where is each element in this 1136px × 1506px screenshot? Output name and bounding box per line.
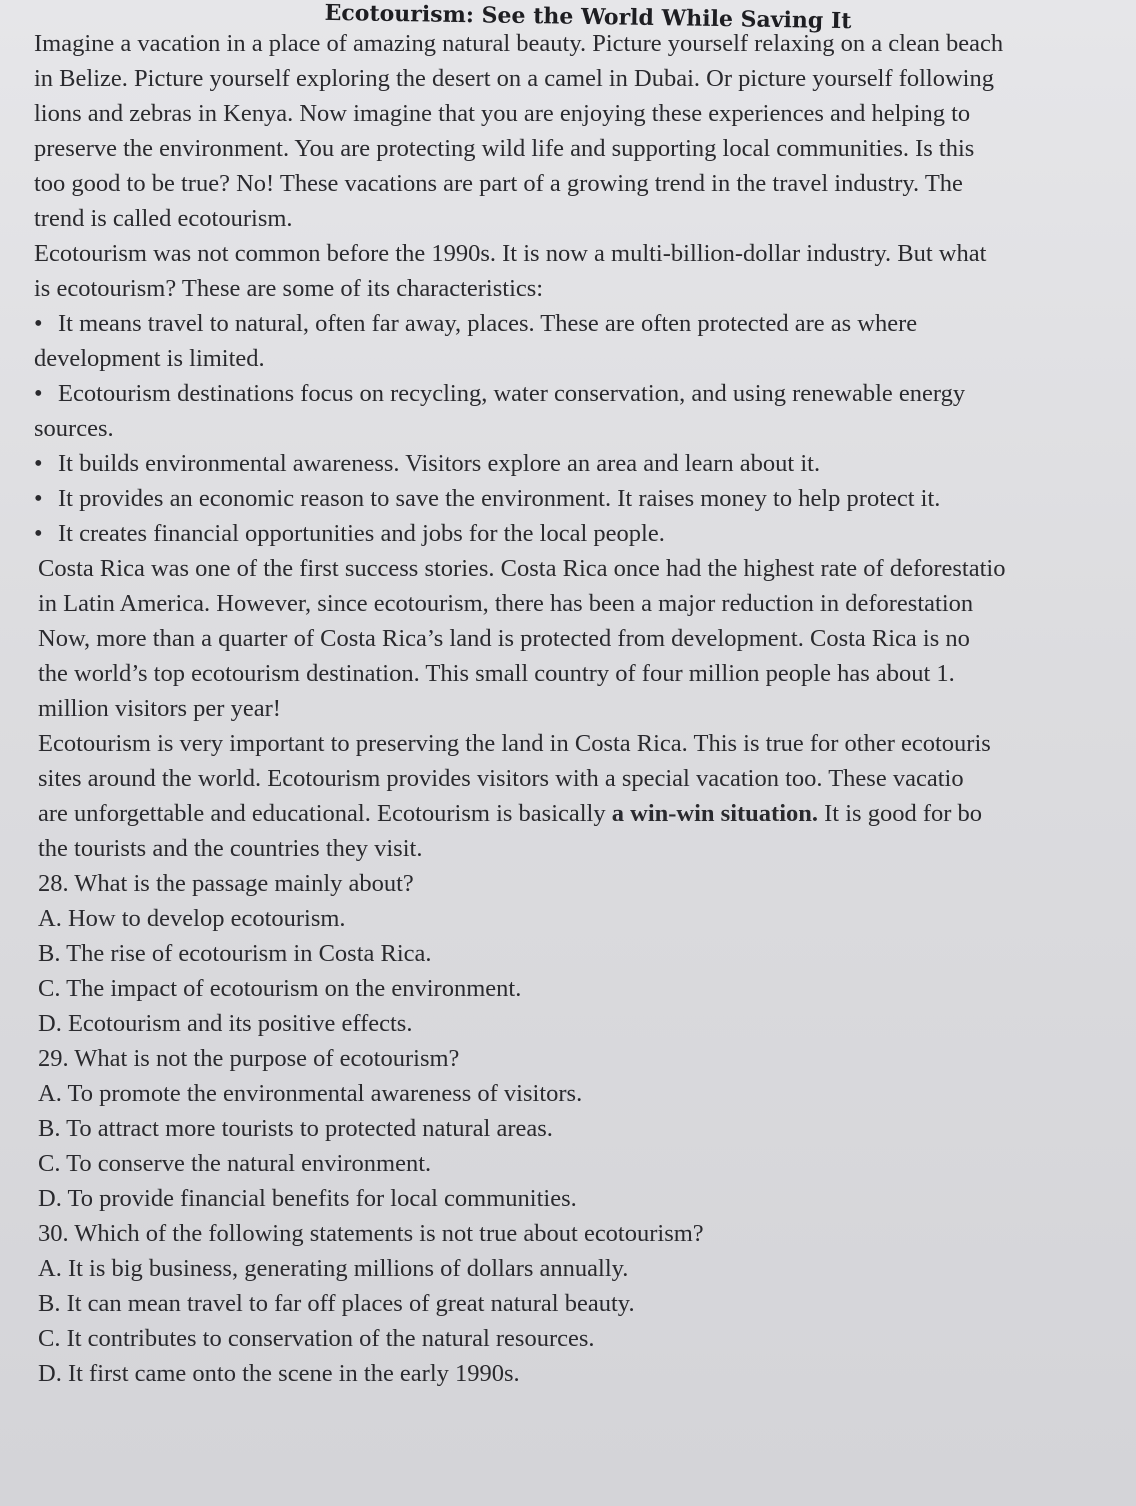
characteristics-list bbox=[34, 306, 1130, 551]
answer-option: D. Ecotourism and its positive effects. bbox=[38, 1010, 413, 1037]
text-line: in Belize. Picture yourself exploring the desert on a camel in Dubai. Or picture yourself following bbox=[34, 65, 994, 92]
paragraph-4 bbox=[34, 726, 1130, 866]
question-stem: 28. What is the passage mainly about? bbox=[38, 870, 414, 897]
text-line: too good to be true? No! These vacations are part of a growing trend in the travel industry. The bbox=[34, 170, 963, 197]
text-line: Now, more than a quarter of Costa Rica’s land is protected from development. Costa Rica is no bbox=[38, 625, 970, 652]
list-item-text: development is limited. bbox=[34, 345, 265, 372]
text-line: sites around the world. Ecotourism provides visitors with a special vacation too. These vacatio bbox=[38, 765, 964, 792]
text-line: lions and zebras in Kenya. Now imagine that you are enjoying these experiences and helping to bbox=[34, 100, 971, 127]
text-line: preserve the environment. You are protecting wild life and supporting local communities. Is this bbox=[34, 135, 975, 162]
bullet-icon: • bbox=[34, 450, 43, 477]
text-line: Costa Rica was one of the first success stories. Costa Rica once had the highest rate of deforestatio bbox=[38, 555, 1006, 582]
list-item bbox=[34, 481, 1130, 516]
list-item bbox=[34, 446, 1130, 481]
text-line: the world’s top ecotourism destination. This small country of four million people has about 1. bbox=[38, 660, 955, 687]
question-28 bbox=[34, 866, 1130, 1041]
bullet-icon: • bbox=[34, 485, 43, 512]
bullet-icon: • bbox=[34, 520, 43, 547]
text-line: million visitors per year! bbox=[38, 695, 281, 722]
list-item-text: It builds environmental awareness. Visitors explore an area and learn about it. bbox=[58, 450, 821, 477]
text-line: Imagine a vacation in a place of amazing natural beauty. Picture yourself relaxing on a clean beach bbox=[34, 30, 1004, 57]
answer-option: B. It can mean travel to far off places of great natural beauty. bbox=[38, 1290, 635, 1317]
bullet-icon: • bbox=[34, 310, 43, 337]
list-item bbox=[34, 516, 1130, 551]
text-segment: It is good for bo bbox=[818, 800, 983, 827]
paragraph-3 bbox=[34, 551, 1130, 726]
text-line: is ecotourism? These are some of its characteristics: bbox=[34, 275, 544, 302]
answer-option: A. It is big business, generating millions of dollars annually. bbox=[38, 1255, 629, 1282]
list-item-text: sources. bbox=[34, 415, 114, 442]
answer-option: C. The impact of ecotourism on the environment. bbox=[38, 975, 522, 1002]
answer-option: D. It first came onto the scene in the early 1990s. bbox=[38, 1360, 520, 1387]
list-item-text: It creates financial opportunities and jobs for the local people. bbox=[58, 520, 665, 547]
answer-option: B. The rise of ecotourism in Costa Rica. bbox=[38, 940, 432, 967]
list-item-text: Ecotourism destinations focus on recycling, water conservation, and using renewable energy bbox=[58, 380, 966, 407]
text-line bbox=[38, 796, 1130, 831]
bullet-icon: • bbox=[34, 380, 43, 407]
answer-option: D. To provide financial benefits for local communities. bbox=[38, 1185, 577, 1212]
question-stem: 30. Which of the following statements is not true about ecotourism? bbox=[38, 1220, 704, 1247]
list-item-text: It means travel to natural, often far away, places. These are often protected are as where bbox=[58, 310, 918, 337]
text-line: the tourists and the countries they visit. bbox=[38, 835, 423, 862]
answer-option: B. To attract more tourists to protected natural areas. bbox=[38, 1115, 553, 1142]
text-line: in Latin America. However, since ecotourism, there has been a major reduction in deforestation bbox=[38, 590, 974, 617]
passage-title: Ecotourism: See the World While Saving It bbox=[324, 0, 852, 35]
list-item-text: It provides an economic reason to save the environment. It raises money to help protect it. bbox=[58, 485, 941, 512]
paragraph-2 bbox=[34, 236, 1130, 306]
answer-option: A. How to develop ecotourism. bbox=[38, 905, 346, 932]
answer-option: C. It contributes to conservation of the natural resources. bbox=[38, 1325, 595, 1352]
text-line: Ecotourism is very important to preserving the land in Costa Rica. This is true for other ecotouris bbox=[38, 730, 991, 757]
text-segment: are unforgettable and educational. Ecotourism is basically bbox=[38, 800, 612, 827]
emphasis-text: a win-win situation. bbox=[611, 800, 819, 827]
list-item bbox=[34, 376, 1130, 446]
paragraph-1 bbox=[34, 26, 1130, 236]
text-line: trend is called ecotourism. bbox=[34, 205, 293, 232]
list-item bbox=[34, 306, 1130, 376]
text-line: Ecotourism was not common before the 1990s. It is now a multi-billion-dollar industry. But what bbox=[34, 240, 987, 267]
question-30 bbox=[34, 1216, 1130, 1391]
question-29 bbox=[34, 1041, 1130, 1216]
answer-option: A. To promote the environmental awareness of visitors. bbox=[38, 1080, 583, 1107]
answer-option: C. To conserve the natural environment. bbox=[38, 1150, 432, 1177]
question-stem: 29. What is not the purpose of ecotourism? bbox=[38, 1045, 460, 1072]
passage-body bbox=[34, 26, 1130, 1391]
